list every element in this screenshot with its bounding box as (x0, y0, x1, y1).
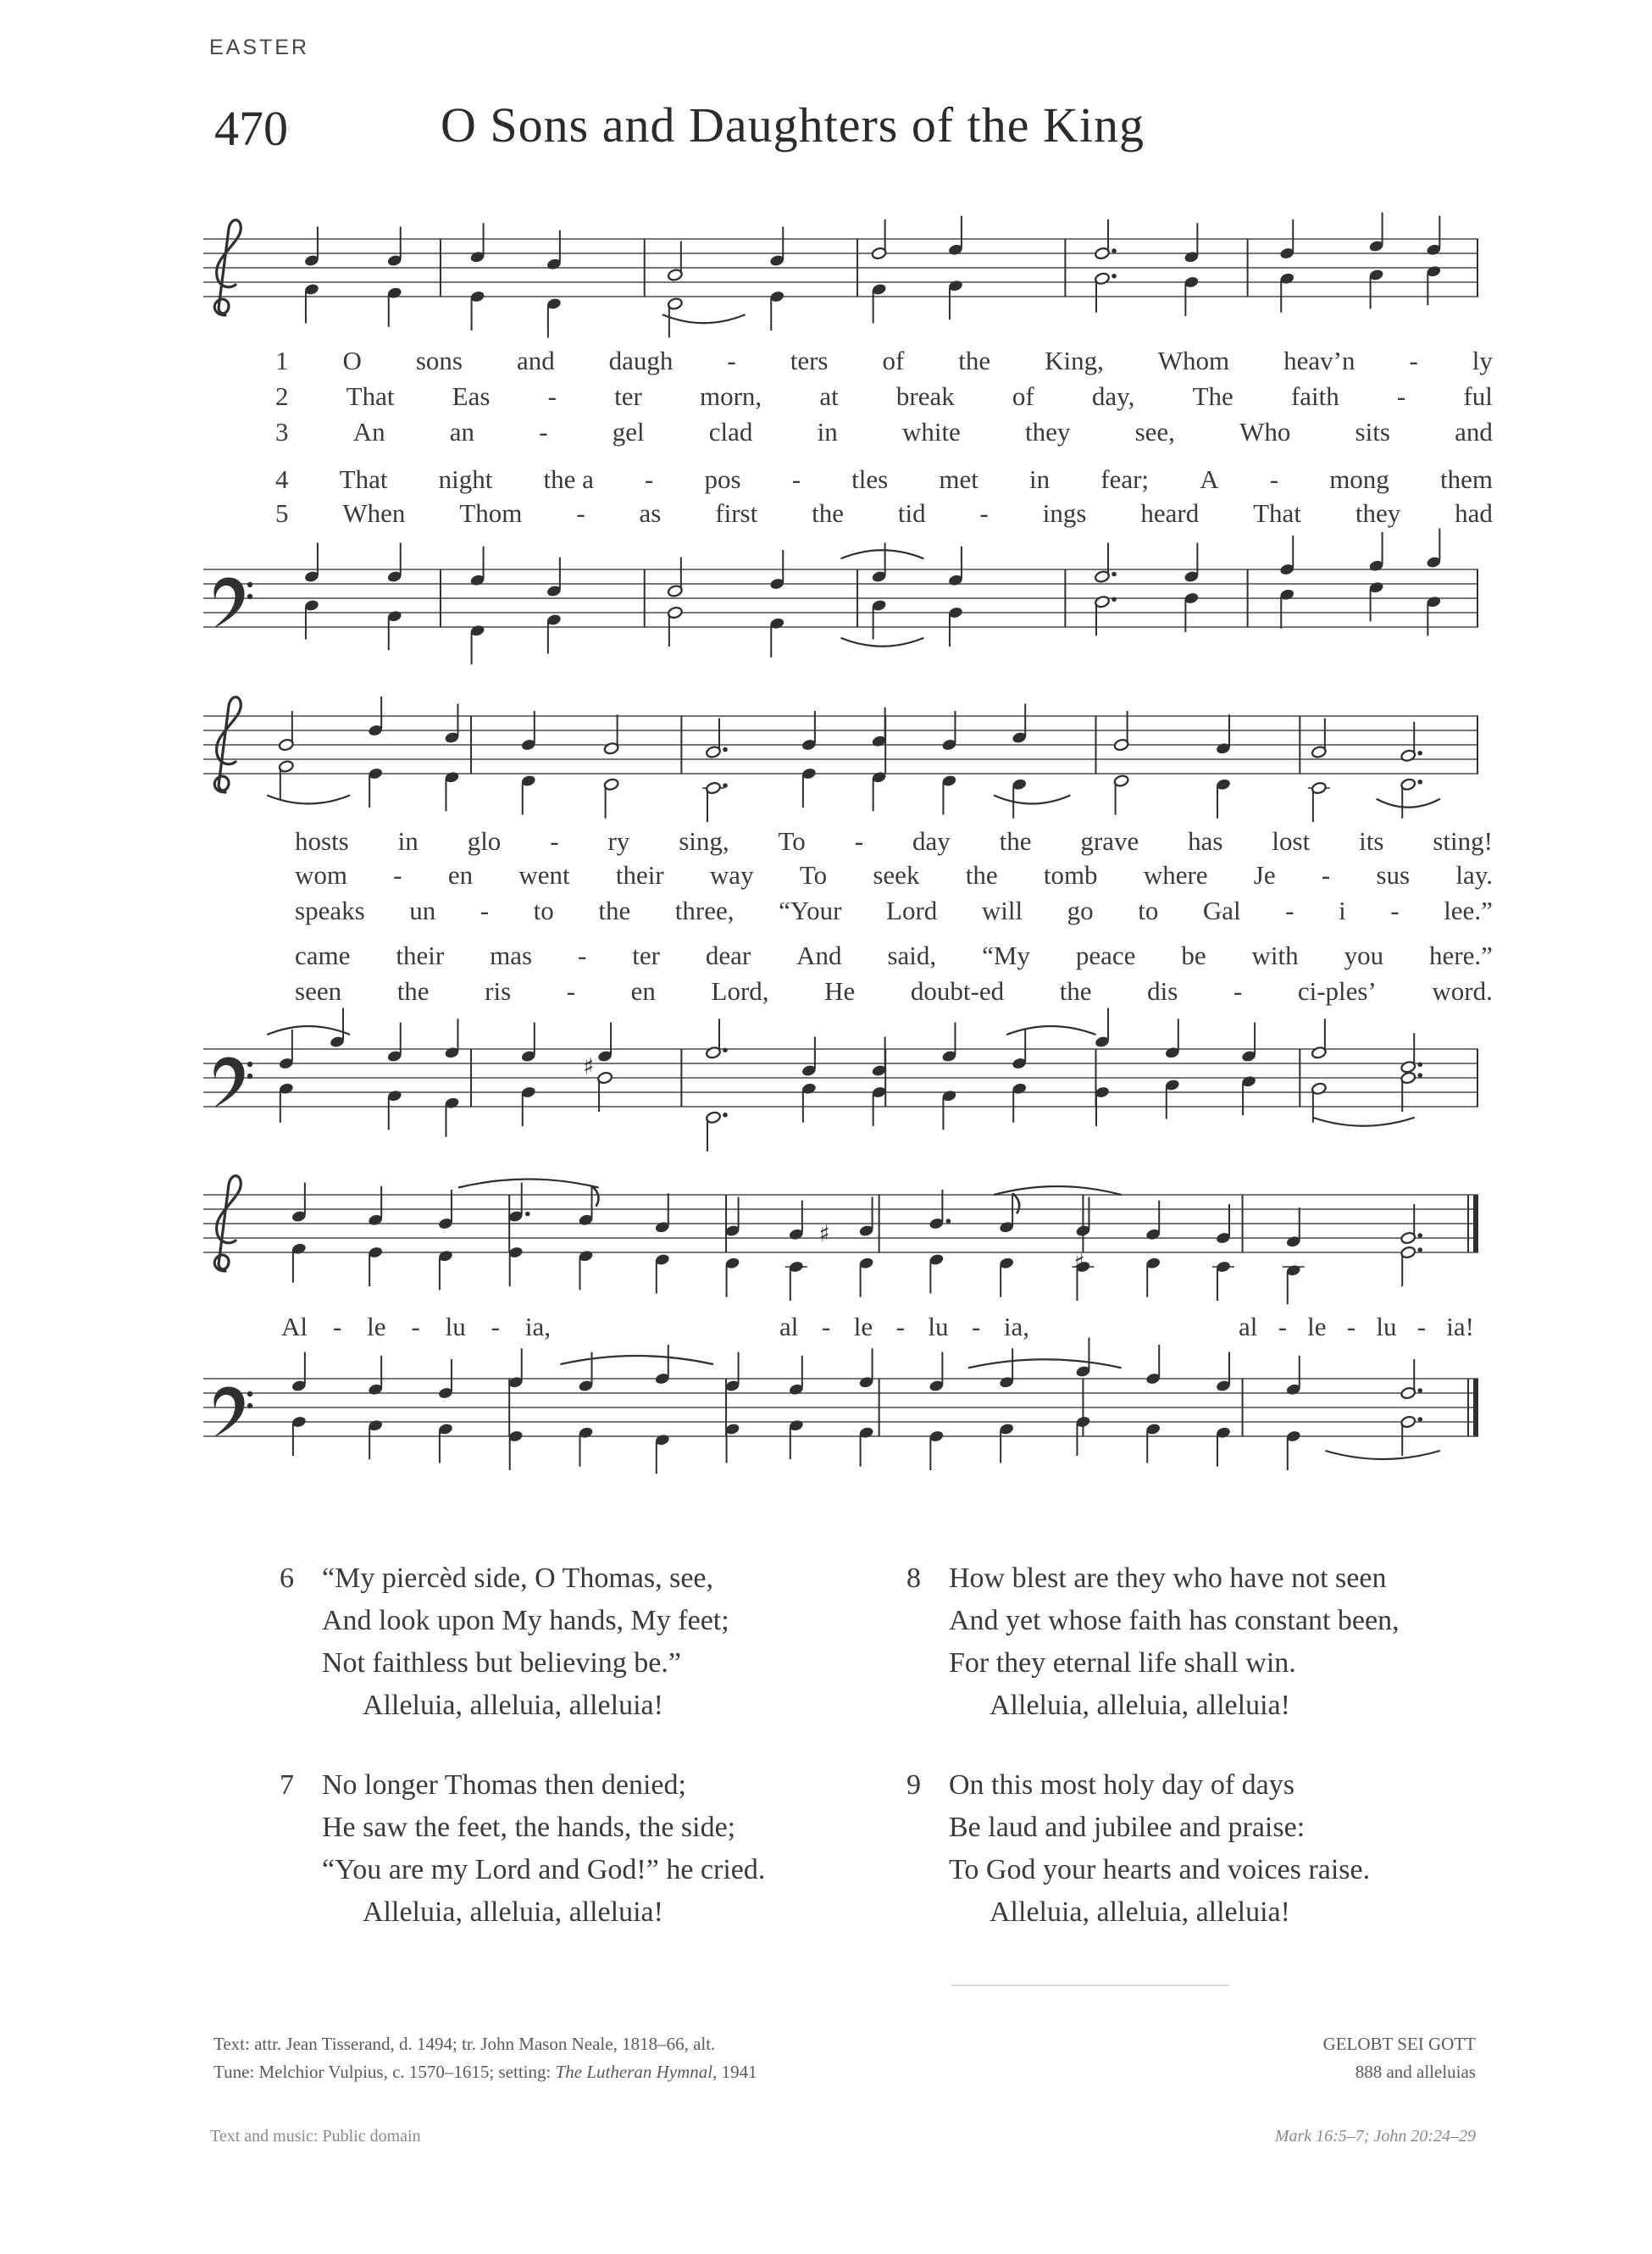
lyric-syllable: the (396, 976, 430, 1006)
lyric-syllable: - (979, 498, 989, 528)
page-title: O Sons and Daughters of the King (441, 97, 1145, 153)
lyric-syllable: - (1285, 896, 1294, 925)
lyric-syllable: sting! (1433, 826, 1493, 856)
lyric-syllable: three, (674, 896, 735, 925)
tune-credit-suffix: , 1941 (712, 2062, 757, 2082)
lyric-syllable: And (796, 941, 842, 970)
lyric-syllable: they (1025, 417, 1071, 447)
lyric-syllable: Eas (452, 381, 491, 411)
system2-treble-staff (203, 680, 1478, 841)
lyric-syllable: The (1192, 381, 1233, 411)
lyric-syllable: lu (1376, 1312, 1397, 1341)
lyric-syllable: - (393, 860, 402, 890)
lyric-syllable: Gal (1202, 896, 1241, 925)
verse-8 (906, 1557, 1400, 1727)
lyric-syllable: and (1455, 417, 1493, 447)
lyric-syllable: fear; (1100, 464, 1150, 494)
bass-clef-icon (214, 578, 244, 627)
lyric-line-v1b (295, 826, 1493, 857)
lyric-syllable: in (397, 826, 419, 856)
bass-clef-icon (214, 1058, 244, 1107)
lyric-syllable: an (449, 417, 475, 447)
lyric-syllable: 2 (275, 381, 289, 411)
lyric-syllable: 3 (275, 417, 289, 447)
lyric-line-v3a (275, 417, 1493, 447)
lyric-syllable: faith (1290, 381, 1339, 411)
alleluia-group-3 (1239, 1312, 1474, 1342)
verse-line: How blest are they who have not seen (949, 1563, 1387, 1594)
system2-bass-staff (203, 1013, 1478, 1174)
system3-bass-staff (203, 1343, 1478, 1504)
lyric-syllable: glo (467, 826, 502, 856)
lyric-syllable: Al (281, 1312, 308, 1341)
verse-line: No longer Thomas then denied; (322, 1769, 686, 1801)
lyric-syllable: dear (705, 941, 751, 970)
lyric-syllable: ris (485, 976, 512, 1006)
lyric-syllable: - (1278, 1312, 1287, 1341)
lyric-syllable: seek (873, 860, 920, 890)
bass-clef-icon (214, 1387, 244, 1436)
tune-credit-source: The Lutheran Hymnal (555, 2062, 713, 2082)
lyric-syllable: sons (415, 346, 463, 375)
lyric-syllable: Whom (1157, 346, 1230, 375)
copyright-note: Text and music: Public domain (210, 2127, 421, 2146)
verse-line: And look upon My hands, My feet; (322, 1605, 729, 1636)
lyric-syllable: where (1143, 860, 1208, 890)
lyric-syllable: “My (982, 941, 1030, 970)
lyric-syllable: - (1409, 346, 1418, 375)
lyric-syllable: That (346, 381, 395, 411)
lyric-syllable: their (615, 860, 664, 890)
lyric-syllable: word. (1432, 976, 1493, 1006)
lyric-syllable: be (1181, 941, 1206, 970)
lyric-syllable: That (1253, 498, 1301, 528)
lyric-syllable: heav’n (1283, 346, 1355, 375)
lyric-syllable: - (821, 1312, 831, 1341)
lyric-syllable: That (339, 464, 388, 494)
lyric-syllable: first (715, 498, 758, 528)
lyric-syllable: - (972, 1312, 981, 1341)
lyric-syllable: has (1188, 826, 1223, 856)
verse-line: “My piercèd side, O Thomas, see, (322, 1563, 714, 1594)
sharp-icon: ♯ (583, 1053, 595, 1080)
lyric-syllable: dis (1147, 976, 1178, 1006)
lyric-syllable: here.” (1429, 941, 1493, 970)
lyric-syllable: - (1396, 381, 1406, 411)
verse-line: He saw the feet, the hands, the side; (322, 1812, 736, 1843)
lyric-syllable: 5 (275, 498, 289, 528)
lyric-syllable: - (411, 1312, 420, 1341)
verse-line: For they eternal life shall win. (949, 1647, 1296, 1679)
lyric-syllable: - (1321, 860, 1331, 890)
verse-line: And yet whose faith has constant been, (949, 1605, 1400, 1636)
lyric-syllable: i (1339, 896, 1346, 925)
lyric-syllable: the (965, 860, 998, 890)
lyric-syllable: went (518, 860, 570, 890)
lyric-syllable: To (778, 826, 806, 856)
lyric-syllable: and (516, 346, 555, 375)
lyric-syllable: its (1359, 826, 1384, 856)
lyric-syllable: When (342, 498, 406, 528)
lyric-syllable: see, (1134, 417, 1175, 447)
lyric-syllable: at (819, 381, 839, 411)
slur (1325, 1451, 1439, 1459)
lyric-syllable: the (958, 346, 991, 375)
lyric-syllable: ter (632, 941, 660, 970)
lyric-syllable: way (709, 860, 754, 890)
lyric-syllable: in (1029, 464, 1051, 494)
lyric-syllable: night (438, 464, 493, 494)
eighth-flag (592, 1186, 599, 1207)
system3-treble-staff (203, 1159, 1478, 1320)
lyric-syllable: ful (1463, 381, 1493, 411)
verse-line: Not faithless but believing be.” (322, 1647, 681, 1679)
lyric-syllable: mas (490, 941, 533, 970)
system1-bass-staff (203, 534, 1478, 695)
slur (662, 314, 746, 323)
credits-divider (951, 1985, 1229, 1986)
lyric-syllable: them (1439, 464, 1493, 494)
tune-credit-prefix: Tune: Melchior Vulpius, c. 1570–1615; setting: (213, 2062, 556, 2082)
lyric-syllable: - (727, 346, 736, 375)
lyric-syllable: - (539, 417, 548, 447)
lyric-syllable: - (1416, 1312, 1427, 1341)
lyric-syllable: - (566, 976, 576, 1006)
lyric-syllable: go (1067, 896, 1094, 925)
lyric-syllable: 4 (275, 464, 289, 494)
lyric-syllable: A (1200, 464, 1219, 494)
lyric-syllable: ter (614, 381, 642, 411)
slur (560, 1356, 713, 1364)
tune-credit (213, 2062, 757, 2083)
lyric-syllable: King, (1045, 346, 1104, 375)
lyric-syllable: Thom (459, 498, 523, 528)
lyric-syllable: - (577, 941, 587, 970)
slur (1377, 799, 1440, 808)
lyric-syllable: en (630, 976, 656, 1006)
lyric-syllable: Lord (886, 896, 938, 925)
alleluia-group-2 (779, 1312, 1029, 1342)
lyric-syllable: - (547, 381, 557, 411)
lyric-line-v5b (295, 976, 1493, 1007)
verse-line: Alleluia, alleluia, alleluia! (990, 1690, 1290, 1721)
lyric-syllable: morn, (699, 381, 762, 411)
lyric-syllable: ly (1472, 346, 1493, 375)
system1-treble-staff (203, 203, 1478, 364)
lyric-syllable: lost (1272, 826, 1311, 856)
verse-line: Be laud and jubilee and praise: (949, 1812, 1306, 1843)
lyric-syllable: al (779, 1312, 799, 1341)
lyric-syllable: wom (295, 860, 347, 890)
slur (968, 1359, 1122, 1368)
lyric-syllable: daugh (608, 346, 674, 375)
lyric-syllable: le (367, 1312, 386, 1341)
hymn-number: 470 (214, 101, 288, 156)
lyric-syllable: - (480, 896, 490, 925)
lyric-syllable: An (352, 417, 385, 447)
lyric-syllable: you (1344, 941, 1384, 970)
lyric-syllable: day (912, 826, 951, 856)
slur (267, 1026, 350, 1035)
lyric-syllable: - (1346, 1312, 1356, 1341)
lyric-syllable: ci-ples’ (1297, 976, 1377, 1006)
slur (994, 796, 1070, 804)
lyric-syllable: - (1269, 464, 1279, 494)
lyric-syllable: the (999, 826, 1032, 856)
slur (841, 550, 924, 558)
lyric-syllable: peace (1075, 941, 1136, 970)
verse-9 (906, 1764, 1371, 1934)
lyric-syllable: sits (1355, 417, 1390, 447)
lyric-syllable: the (812, 498, 844, 528)
slur (1312, 1118, 1414, 1126)
verse-number: 7 (280, 1769, 294, 1801)
lyric-syllable: tomb (1043, 860, 1098, 890)
lyric-line-v4b (295, 941, 1493, 971)
lyric-syllable: - (854, 826, 864, 856)
lyric-syllable: doubt-ed (910, 976, 1005, 1006)
lyric-syllable: Who (1239, 417, 1291, 447)
lyric-syllable: will (981, 896, 1023, 925)
slur (841, 638, 924, 647)
lyric-syllable: of (1012, 381, 1034, 411)
lyric-syllable: - (1233, 976, 1243, 1006)
lyric-syllable: the (598, 896, 631, 925)
verse-line: Alleluia, alleluia, alleluia! (363, 1690, 663, 1721)
lyric-line-v2a (275, 381, 1493, 412)
lyric-syllable: gel (612, 417, 645, 447)
lyric-syllable: - (576, 498, 585, 528)
lyric-syllable: ia! (1446, 1312, 1474, 1341)
lyric-syllable: ia, (524, 1312, 551, 1341)
lyric-syllable: - (550, 826, 559, 856)
lyric-line-v1a (275, 346, 1493, 376)
lyric-syllable: - (791, 464, 801, 494)
verse-number: 6 (280, 1563, 294, 1594)
lyric-syllable: day, (1091, 381, 1135, 411)
sharp-icon: ♯ (1073, 1249, 1085, 1276)
lyric-syllable: pos (704, 464, 741, 494)
verse-number: 9 (906, 1769, 921, 1801)
tune-name: GELOBT SEI GOTT (1322, 2034, 1476, 2054)
lyric-syllable: of (882, 346, 905, 375)
lyric-syllable: ry (607, 826, 630, 856)
lyric-syllable: grave (1080, 826, 1139, 856)
verse-number: 8 (906, 1563, 921, 1594)
lyric-syllable: as (639, 498, 662, 528)
lyric-syllable: He (824, 976, 856, 1006)
lyric-syllable: tles (851, 464, 889, 494)
lyric-syllable: had (1455, 498, 1493, 528)
section-header: EASTER (209, 36, 310, 59)
lyric-syllable: tid (897, 498, 926, 528)
text-credit: Text: attr. Jean Tisserand, d. 1494; tr. John Mason Neale, 1818–66, alt. (213, 2034, 716, 2054)
lyric-syllable: seen (295, 976, 342, 1006)
lyric-syllable: to (1138, 896, 1159, 925)
lyric-line-v2b (295, 860, 1493, 891)
lyric-syllable: lu (445, 1312, 466, 1341)
lyric-syllable: ings (1042, 498, 1087, 528)
lyric-syllable: ters (790, 346, 829, 375)
lyric-syllable: - (895, 1312, 905, 1341)
lyric-syllable: mong (1329, 464, 1389, 494)
verse-line: Alleluia, alleluia, alleluia! (990, 1896, 1290, 1928)
lyric-syllable: clad (708, 417, 753, 447)
meter: 888 and alleluias (1355, 2062, 1476, 2082)
lyric-syllable: lu (928, 1312, 949, 1341)
lyric-syllable: “Your (779, 896, 842, 925)
lyric-syllable: - (645, 464, 654, 494)
lyric-syllable: hosts (295, 826, 349, 856)
lyric-syllable: - (1390, 896, 1400, 925)
lyric-syllable: 1 (275, 346, 289, 375)
lyric-syllable: lay. (1455, 860, 1493, 890)
lyric-syllable: sing, (679, 826, 729, 856)
lyric-syllable: in (817, 417, 838, 447)
lyric-syllable: To (799, 860, 828, 890)
lyric-syllable: said, (887, 941, 937, 970)
lyric-syllable: le (853, 1312, 873, 1341)
lyric-syllable: heard (1140, 498, 1200, 528)
verse-7 (280, 1764, 766, 1934)
lyric-syllable: with (1251, 941, 1299, 970)
lyric-syllable: came (295, 941, 351, 970)
lyric-syllable: un (409, 896, 436, 925)
lyric-syllable: lee.” (1444, 896, 1493, 925)
lyric-syllable: break (895, 381, 955, 411)
lyric-syllable: met (939, 464, 978, 494)
lyric-syllable: speaks (295, 896, 365, 925)
lyric-syllable: ia, (1003, 1312, 1029, 1341)
lyric-syllable: Lord, (711, 976, 769, 1006)
lyric-line-v4a (275, 464, 1493, 495)
lyric-syllable: al (1239, 1312, 1258, 1341)
eighth-flag (1012, 1193, 1019, 1213)
lyric-syllable: le (1307, 1312, 1327, 1341)
slur (1006, 1026, 1095, 1035)
lyric-syllable: their (396, 941, 445, 970)
lyric-syllable: the a (543, 464, 594, 494)
lyric-line-v5a (275, 498, 1493, 529)
sharp-icon: ♯ (818, 1220, 830, 1247)
lyric-syllable: Je (1253, 860, 1276, 890)
lyric-line-v3b (295, 896, 1493, 926)
lyric-syllable: O (342, 346, 362, 375)
verse-line: On this most holy day of days (949, 1769, 1294, 1801)
lyric-syllable: - (332, 1312, 342, 1341)
verse-line: Alleluia, alleluia, alleluia! (363, 1896, 663, 1928)
verse-6 (280, 1557, 729, 1727)
lyric-syllable: en (447, 860, 474, 890)
alleluia-group-1 (281, 1312, 551, 1342)
lyric-syllable: white (901, 417, 961, 447)
scripture-reference: Mark 16:5–7; John 20:24–29 (1274, 2127, 1476, 2146)
lyric-syllable: they (1355, 498, 1401, 528)
lyric-syllable: - (491, 1312, 500, 1341)
lyric-syllable: sus (1376, 860, 1411, 890)
verse-line: To God your hearts and voices raise. (949, 1854, 1371, 1885)
verse-line: “You are my Lord and God!” he cried. (322, 1854, 766, 1885)
lyric-syllable: the (1059, 976, 1092, 1006)
lyric-syllable: to (533, 896, 554, 925)
slur (458, 1180, 599, 1188)
